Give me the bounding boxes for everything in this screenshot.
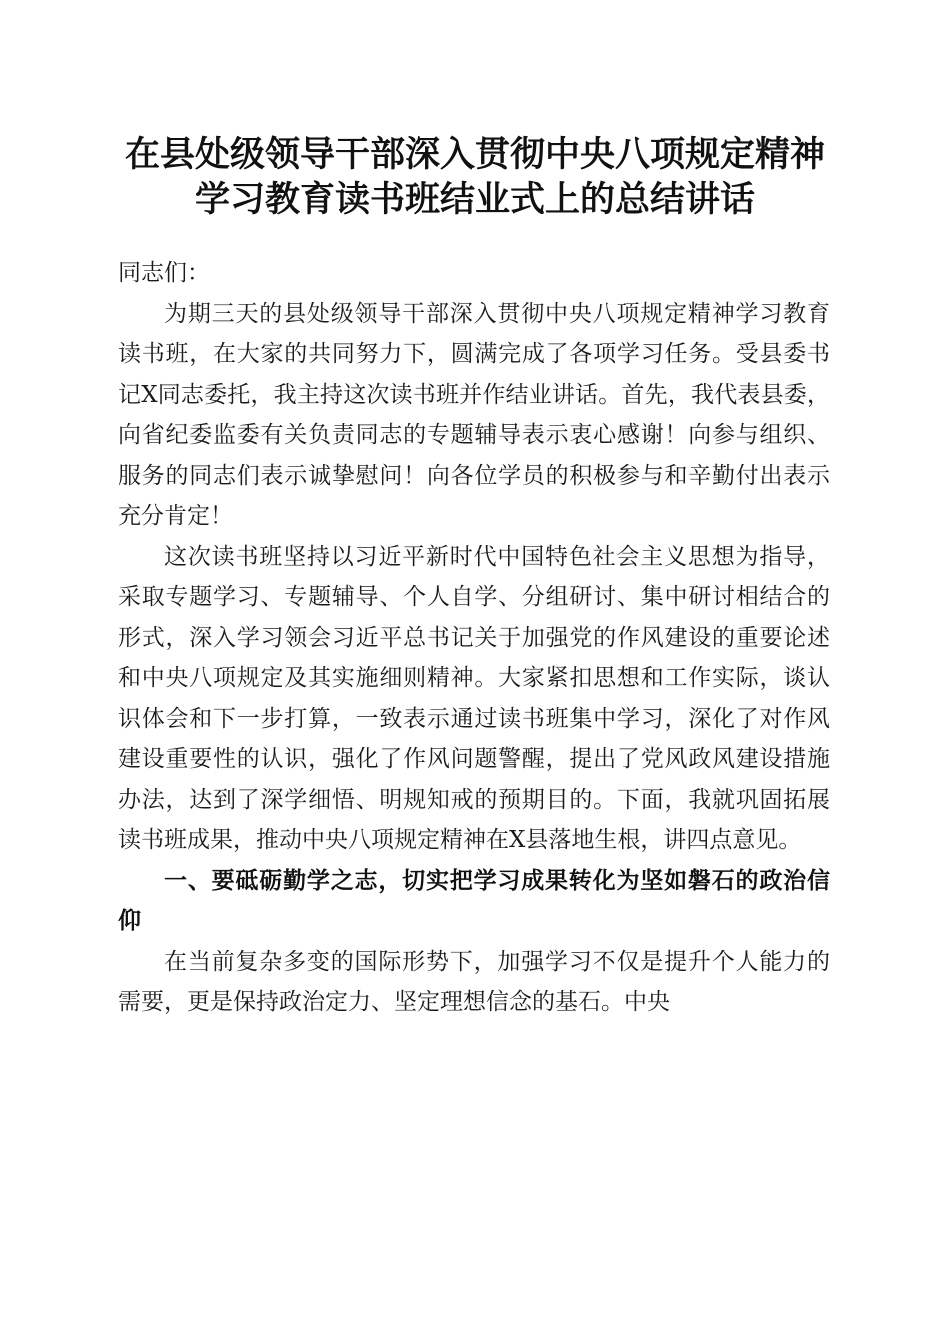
paragraph-section-1: 在当前复杂多变的国际形势下，加强学习不仅是提升个人能力的需要，更是保持政治定力、坚定理想信念的基石。中央 [118, 948, 830, 1015]
paragraph-opening: 为期三天的县处级领导干部深入贯彻中央八项规定精神学习教育读书班，在大家的共同努力下，圆满完成了各项学习任务。受县委书记X同志委托，我主持这次读书班并作结业讲话。首先，我代表县委，向省纪委监委有关负责同志的专题辅导表示衷心感谢！向参与组织、服务的同志们表示诚挚慰问！向各位学员的积极参与和辛勤付出表示充分肯定！ [118, 300, 830, 529]
document-title [60, 132, 890, 222]
title-line-1: 在县处级领导干部深入贯彻中央八项规定精神 [124, 134, 825, 175]
document-body [118, 253, 830, 1023]
section-heading-1: 一、要砥砺勤学之志，切实把学习成果转化为坚如磐石的政治信仰 [118, 867, 830, 934]
salutation: 同志们： [118, 260, 210, 286]
title-line-2: 学习教育读书班结业式上的总结讲话 [194, 179, 755, 220]
paragraph-summary: 这次读书班坚持以习近平新时代中国特色社会主义思想为指导，采取专题学习、专题辅导、个人自学、分组研讨、集中研讨相结合的形式，深入学习领会习近平总书记关于加强党的作风建设的重要论述和中央八项规定及其实施细则精神。大家紧扣思想和工作实际，谈认识体会和下一步打算，一致表示通过读书班集中学习，深化了对作风建设重要性的认识，强化了作风问题警醒，提出了党风政风建设措施办法，达到了深学细悟、明规知戒的预期目的。下面，我就巩固拓展读书班成果，推动中央八项规定精神在X县落地生根，讲四点意见。 [118, 543, 830, 853]
